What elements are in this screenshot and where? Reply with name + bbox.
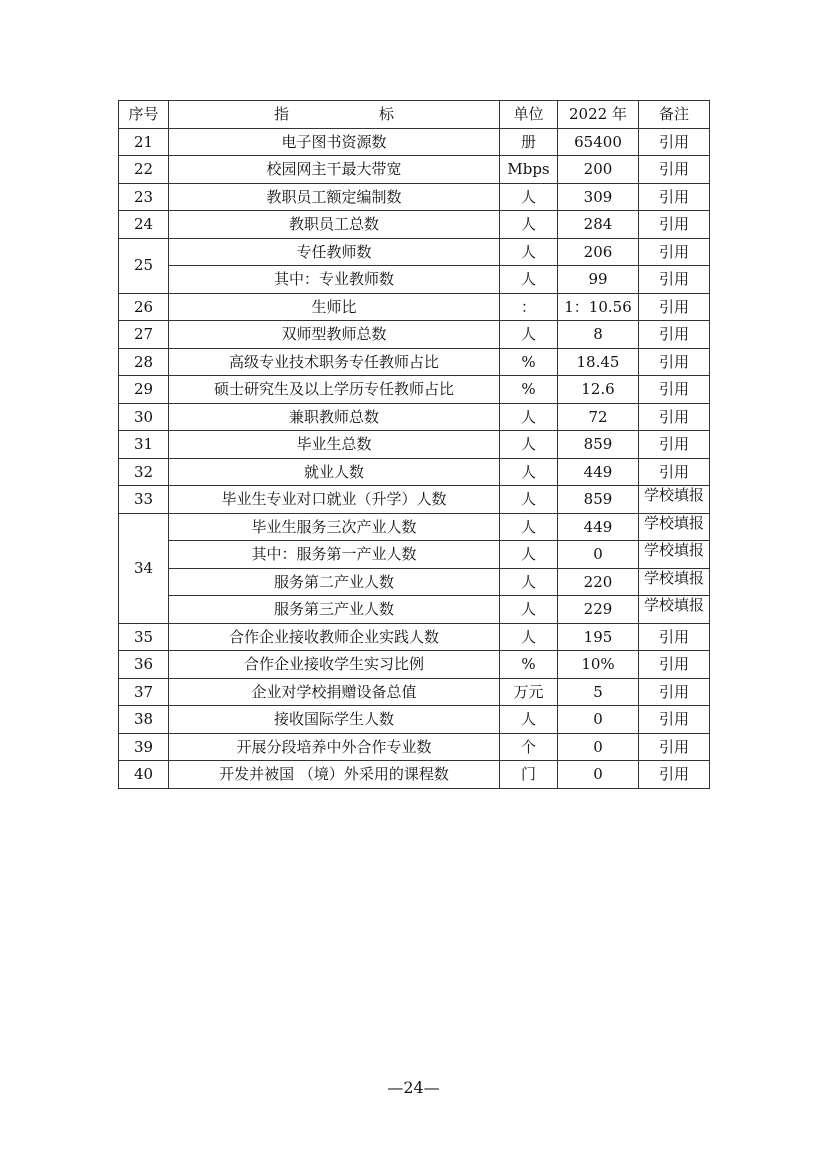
row-indicator: 专任教师数 bbox=[169, 238, 500, 266]
row-note: 学校填报 bbox=[639, 513, 710, 541]
row-indicator: 电子图书资源数 bbox=[169, 128, 500, 156]
row-unit: 人 bbox=[500, 458, 558, 486]
row-indicator: 接收国际学生人数 bbox=[169, 706, 500, 734]
row-indicator: 教职员工额定编制数 bbox=[169, 183, 500, 211]
row-value: 0 bbox=[558, 541, 639, 569]
row-no: 28 bbox=[119, 348, 169, 376]
row-value: 859 bbox=[558, 431, 639, 459]
row-note: 学校填报 bbox=[639, 541, 710, 569]
row-value: 0 bbox=[558, 761, 639, 789]
table-row bbox=[119, 706, 710, 734]
row-no: 40 bbox=[119, 761, 169, 789]
row-note: 引用 bbox=[639, 156, 710, 184]
row-unit: 个 bbox=[500, 733, 558, 761]
row-unit: 人 bbox=[500, 568, 558, 596]
row-indicator: 毕业生服务三次产业人数 bbox=[169, 513, 500, 541]
row-note: 引用 bbox=[639, 651, 710, 679]
row-indicator: 教职员工总数 bbox=[169, 211, 500, 239]
row-value: 195 bbox=[558, 623, 639, 651]
row-value: 859 bbox=[558, 486, 639, 514]
row-unit: 人 bbox=[500, 238, 558, 266]
table-row bbox=[119, 733, 710, 761]
table-row bbox=[119, 458, 710, 486]
row-value: 1：10.56 bbox=[558, 293, 639, 321]
row-unit: 册 bbox=[500, 128, 558, 156]
table-row bbox=[119, 321, 710, 349]
row-note: 引用 bbox=[639, 733, 710, 761]
row-note: 引用 bbox=[639, 183, 710, 211]
table-row bbox=[119, 596, 710, 624]
row-note: 引用 bbox=[639, 403, 710, 431]
row-no: 21 bbox=[119, 128, 169, 156]
row-no: 26 bbox=[119, 293, 169, 321]
table-row bbox=[119, 541, 710, 569]
row-note: 引用 bbox=[639, 678, 710, 706]
row-indicator: 双师型教师总数 bbox=[169, 321, 500, 349]
row-indicator: 企业对学校捐赠设备总值 bbox=[169, 678, 500, 706]
row-unit: 人 bbox=[500, 183, 558, 211]
table-row bbox=[119, 761, 710, 789]
row-indicator: 合作企业接收学生实习比例 bbox=[169, 651, 500, 679]
row-value: 284 bbox=[558, 211, 639, 239]
row-unit: 人 bbox=[500, 321, 558, 349]
table-header-row bbox=[119, 101, 710, 129]
table-row bbox=[119, 623, 710, 651]
row-value: 65400 bbox=[558, 128, 639, 156]
row-no: 36 bbox=[119, 651, 169, 679]
row-unit: 人 bbox=[500, 623, 558, 651]
table-row bbox=[119, 293, 710, 321]
row-note: 引用 bbox=[639, 431, 710, 459]
row-value: 72 bbox=[558, 403, 639, 431]
row-unit: 人 bbox=[500, 211, 558, 239]
row-indicator: 服务第二产业人数 bbox=[169, 568, 500, 596]
table-row bbox=[119, 651, 710, 679]
row-no: 29 bbox=[119, 376, 169, 404]
row-value: 200 bbox=[558, 156, 639, 184]
table-row bbox=[119, 238, 710, 266]
header-note: 备注 bbox=[639, 101, 710, 129]
row-indicator: 其中：服务第一产业人数 bbox=[169, 541, 500, 569]
row-no: 39 bbox=[119, 733, 169, 761]
row-note: 引用 bbox=[639, 211, 710, 239]
table-row bbox=[119, 128, 710, 156]
row-note: 引用 bbox=[639, 348, 710, 376]
row-value: 449 bbox=[558, 458, 639, 486]
row-no: 33 bbox=[119, 486, 169, 514]
table-row bbox=[119, 211, 710, 239]
row-note: 学校填报 bbox=[639, 596, 710, 624]
table-row bbox=[119, 431, 710, 459]
row-no: 25 bbox=[119, 238, 169, 293]
row-no: 37 bbox=[119, 678, 169, 706]
row-indicator: 毕业生专业对口就业（升学）人数 bbox=[169, 486, 500, 514]
row-no: 38 bbox=[119, 706, 169, 734]
row-indicator: 兼职教师总数 bbox=[169, 403, 500, 431]
row-indicator: 校园网主干最大带宽 bbox=[169, 156, 500, 184]
row-no: 23 bbox=[119, 183, 169, 211]
row-note: 引用 bbox=[639, 458, 710, 486]
row-value: 0 bbox=[558, 706, 639, 734]
indicator-table bbox=[118, 100, 710, 789]
row-value: 12.6 bbox=[558, 376, 639, 404]
row-value: 220 bbox=[558, 568, 639, 596]
row-value: 449 bbox=[558, 513, 639, 541]
row-note: 引用 bbox=[639, 623, 710, 651]
table-row bbox=[119, 376, 710, 404]
row-indicator: 毕业生总数 bbox=[169, 431, 500, 459]
row-unit: 人 bbox=[500, 431, 558, 459]
table-row bbox=[119, 678, 710, 706]
header-year: 2022 年 bbox=[558, 101, 639, 129]
row-no: 27 bbox=[119, 321, 169, 349]
row-value: 0 bbox=[558, 733, 639, 761]
table-row bbox=[119, 183, 710, 211]
row-indicator: 生师比 bbox=[169, 293, 500, 321]
row-indicator: 硕士研究生及以上学历专任教师占比 bbox=[169, 376, 500, 404]
row-unit: 门 bbox=[500, 761, 558, 789]
row-note: 引用 bbox=[639, 321, 710, 349]
row-no: 22 bbox=[119, 156, 169, 184]
row-indicator: 合作企业接收教师企业实践人数 bbox=[169, 623, 500, 651]
header-no: 序号 bbox=[119, 101, 169, 129]
table-row bbox=[119, 403, 710, 431]
row-unit: % bbox=[500, 651, 558, 679]
table-row bbox=[119, 348, 710, 376]
row-unit: ： bbox=[500, 293, 558, 321]
table-row bbox=[119, 486, 710, 514]
row-unit: 人 bbox=[500, 403, 558, 431]
row-no: 34 bbox=[119, 513, 169, 623]
table-row bbox=[119, 266, 710, 294]
row-unit: Mbps bbox=[500, 156, 558, 184]
row-unit: 人 bbox=[500, 266, 558, 294]
row-note: 引用 bbox=[639, 293, 710, 321]
row-no: 31 bbox=[119, 431, 169, 459]
row-indicator: 其中：专业教师数 bbox=[169, 266, 500, 294]
row-value: 229 bbox=[558, 596, 639, 624]
row-indicator: 开发并被国 （境）外采用的课程数 bbox=[169, 761, 500, 789]
row-unit: % bbox=[500, 376, 558, 404]
row-unit: 人 bbox=[500, 596, 558, 624]
row-value: 99 bbox=[558, 266, 639, 294]
row-value: 18.45 bbox=[558, 348, 639, 376]
row-note: 引用 bbox=[639, 761, 710, 789]
row-note: 学校填报 bbox=[639, 568, 710, 596]
table-row bbox=[119, 513, 710, 541]
row-indicator: 服务第三产业人数 bbox=[169, 596, 500, 624]
row-value: 5 bbox=[558, 678, 639, 706]
page-number: —24— bbox=[387, 1078, 440, 1097]
row-unit: % bbox=[500, 348, 558, 376]
row-value: 10% bbox=[558, 651, 639, 679]
row-note: 引用 bbox=[639, 238, 710, 266]
row-unit: 人 bbox=[500, 541, 558, 569]
row-note: 引用 bbox=[639, 128, 710, 156]
row-value: 206 bbox=[558, 238, 639, 266]
row-indicator: 就业人数 bbox=[169, 458, 500, 486]
row-note: 引用 bbox=[639, 376, 710, 404]
row-unit: 人 bbox=[500, 486, 558, 514]
header-indicator: 指 标 bbox=[169, 101, 500, 129]
row-note: 引用 bbox=[639, 266, 710, 294]
row-unit: 万元 bbox=[500, 678, 558, 706]
row-no: 24 bbox=[119, 211, 169, 239]
row-unit: 人 bbox=[500, 513, 558, 541]
row-indicator: 开展分段培养中外合作专业数 bbox=[169, 733, 500, 761]
table-row bbox=[119, 568, 710, 596]
row-value: 8 bbox=[558, 321, 639, 349]
row-unit: 人 bbox=[500, 706, 558, 734]
row-indicator: 高级专业技术职务专任教师占比 bbox=[169, 348, 500, 376]
header-unit: 单位 bbox=[500, 101, 558, 129]
row-note: 引用 bbox=[639, 706, 710, 734]
table-row bbox=[119, 156, 710, 184]
row-no: 35 bbox=[119, 623, 169, 651]
row-no: 32 bbox=[119, 458, 169, 486]
row-no: 30 bbox=[119, 403, 169, 431]
row-note: 学校填报 bbox=[639, 486, 710, 514]
row-value: 309 bbox=[558, 183, 639, 211]
